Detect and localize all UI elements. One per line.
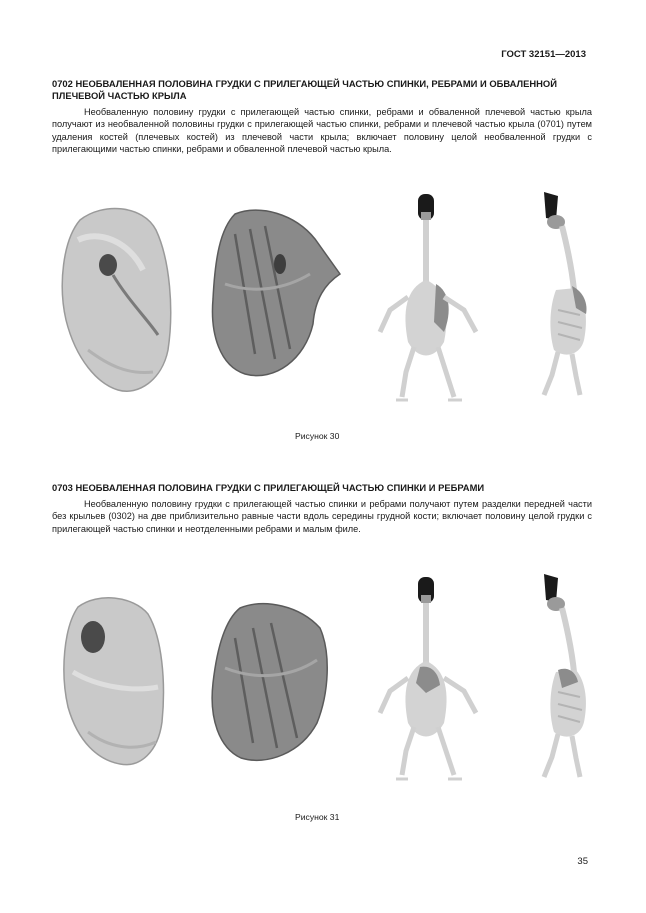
- photo-breast-inner-fig31: [205, 598, 335, 768]
- section-0702-heading: 0702 НЕОБВАЛЕННАЯ ПОЛОВИНА ГРУДКИ С ПРИЛЕГАЮЩЕЙ ЧАСТЬЮ СПИНКИ, РЕБРАМИ И ОБВАЛЕННОЙ ПЛЕЧЕВОЙ ЧАСТЬЮ КРЫЛА: [52, 78, 557, 101]
- skeleton-front-diagram-fig31: [372, 575, 492, 790]
- photo-breast-outer-fig31: [58, 592, 168, 772]
- section-0703-heading: 0703 НЕОБВАЛЕННАЯ ПОЛОВИНА ГРУДКИ С ПРИЛЕГАЮЩЕЙ ЧАСТЬЮ СПИНКИ И РЕБРАМИ: [52, 482, 485, 493]
- page-number: 35: [577, 856, 588, 867]
- figure-30-caption: Рисунок 30: [295, 431, 340, 441]
- skeleton-side-diagram-fig30: [528, 190, 596, 405]
- skeleton-front-diagram-fig30: [372, 192, 492, 412]
- photo-breast-inner-fig30: [205, 204, 345, 384]
- photo-breast-outer-fig30: [58, 200, 176, 400]
- skeleton-side-diagram-fig31: [528, 572, 596, 787]
- standard-number: ГОСТ 32151—2013: [501, 49, 586, 60]
- figure-31-caption: Рисунок 31: [295, 812, 340, 822]
- section-0702-text: Необваленную половину грудки с прилегающей частью спинки, ребрами и обваленной плечевой частью крыла получают из необваленной половины грудки с прилегающей частью спинки, ребрами и плечевой частью крыла (0701) путем удаления костей (плечевых костей) из плечевой части крыла; включает половину целой необваленной грудки с прилегающими частью спинки, ребрами и обваленной плечевой частью крыла.: [52, 107, 592, 154]
- section-0703-text: Необваленную половину грудки с прилегающей частью спинки и ребрами получают путем разделки передней части без крыльев (0302) на две приблизительно равные части вдоль середины грудной кости; включает половину целой грудки с прилегающей частью спинки и неотделенными ребрами и малым филе.: [52, 499, 592, 534]
